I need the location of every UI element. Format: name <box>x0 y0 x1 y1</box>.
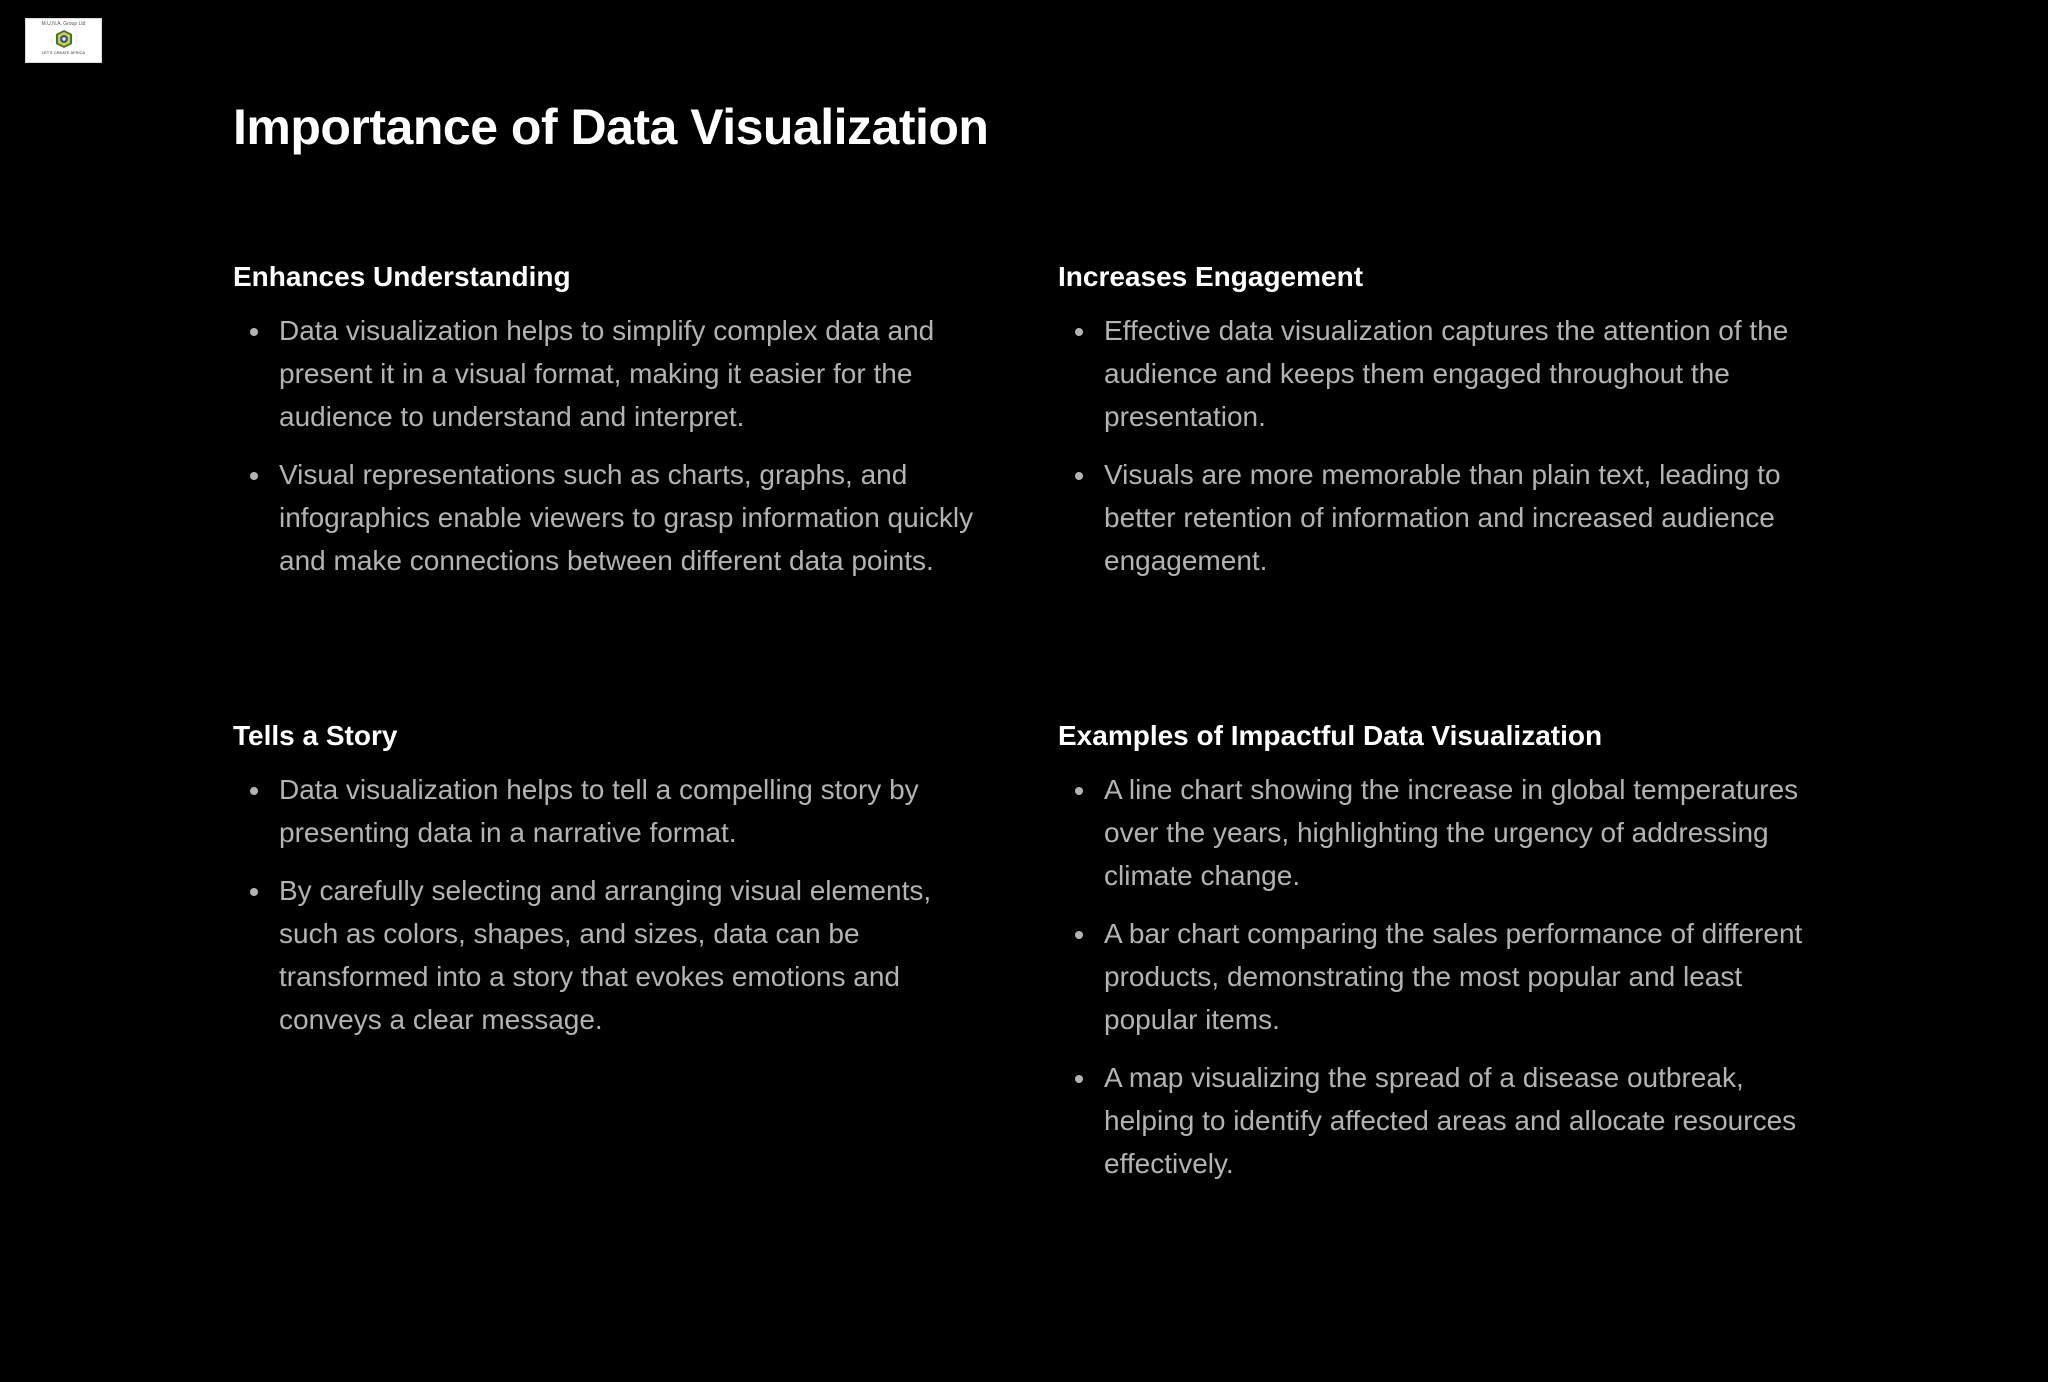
bullet-dot-icon <box>1075 787 1083 795</box>
bullet-text: A bar chart comparing the sales performance of different products, demonstrating the most popular and least popular items. <box>1104 918 1803 1035</box>
bullet-dot-icon <box>1075 1075 1083 1083</box>
list-item <box>1058 768 1818 897</box>
bullet-list <box>1058 768 1818 1185</box>
list-item <box>1058 309 1818 438</box>
bullet-list <box>233 768 993 1041</box>
bullet-text: A line chart showing the increase in global temperatures over the years, highlighting the urgency of addressing climate change. <box>1104 774 1799 891</box>
section-increases-engagement <box>1058 257 1818 597</box>
list-item <box>233 768 993 854</box>
bullet-text: Effective data visualization captures the attention of the audience and keeps them engaged throughout the presentation. <box>1104 315 1789 432</box>
page-title: Importance of Data Visualization <box>233 99 989 155</box>
section-tells-a-story <box>233 716 993 1056</box>
bullet-text: Data visualization helps to simplify complex data and present it in a visual format, making it easier for the audience to understand and interpret. <box>279 315 935 432</box>
bullet-list <box>1058 309 1818 582</box>
bullet-text: Visual representations such as charts, graphs, and infographics enable viewers to grasp information quickly and make connections between different data points. <box>279 459 974 576</box>
list-item <box>1058 912 1818 1041</box>
logo-tagline: LET'S CREATE AFRICA <box>41 50 86 55</box>
bullet-dot-icon <box>250 888 258 896</box>
section-enhances-understanding <box>233 257 993 597</box>
bullet-text: A map visualizing the spread of a disease outbreak, helping to identify affected areas and allocate resources effectively. <box>1104 1062 1797 1179</box>
section-examples <box>1058 716 1818 1200</box>
logo-company-name: M.U.N.A. Group Ltd <box>41 21 86 27</box>
bullet-text: By carefully selecting and arranging visual elements, such as colors, shapes, and sizes, data can be transformed into a story that evokes emotions and conveys a clear message. <box>279 875 932 1035</box>
section-heading: Tells a Story <box>233 720 398 751</box>
list-item <box>1058 453 1818 582</box>
list-item <box>233 453 993 582</box>
list-item <box>233 309 993 438</box>
logo-emblem-icon <box>54 29 74 49</box>
bullet-dot-icon <box>1075 328 1083 336</box>
bullet-dot-icon <box>250 787 258 795</box>
bullet-text: Visuals are more memorable than plain text, leading to better retention of information and increased audience engagement. <box>1104 459 1781 576</box>
section-heading: Increases Engagement <box>1058 261 1364 292</box>
section-heading: Examples of Impactful Data Visualization <box>1058 720 1603 751</box>
bullet-dot-icon <box>250 472 258 480</box>
list-item <box>1058 1056 1818 1185</box>
bullet-dot-icon <box>1075 931 1083 939</box>
list-item <box>233 869 993 1041</box>
section-heading: Enhances Understanding <box>233 261 571 292</box>
bullet-dot-icon <box>250 328 258 336</box>
bullet-list <box>233 309 993 582</box>
company-logo <box>25 18 102 63</box>
bullet-dot-icon <box>1075 472 1083 480</box>
bullet-text: Data visualization helps to tell a compelling story by presenting data in a narrative format. <box>279 774 919 848</box>
